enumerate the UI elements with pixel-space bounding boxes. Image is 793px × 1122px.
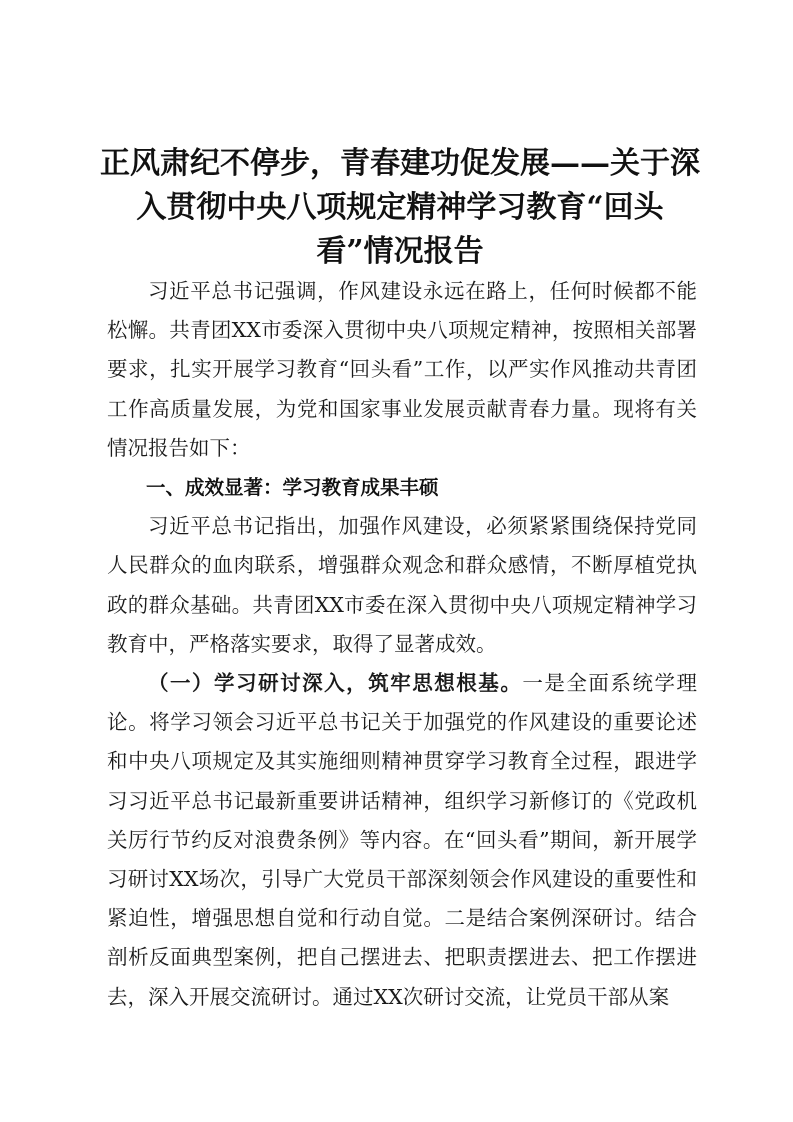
subsection-1-paragraph (107, 664, 697, 1017)
intro-paragraph: 习近平总书记强调，作风建设永远在路上，任何时候都不能松懈。共青团XX市委深入贯彻中央八项规定精神，按照相关部署要求，扎实开展学习教育“回头看”工作，以严实作风推动共青团工作高质量发展，为党和国家事业发展贡献青春力量。现将有关情况报告如下： (107, 279, 697, 460)
document-title: 正风肃纪不停步，青春建功促发展——关于深入贯彻中央八项规定精神学习教育“回头看”情况报告 (100, 146, 700, 269)
subsection-1-body: 一是全面系统学理论。将学习领会习近平总书记关于加强党的作风建设的重要论述和中央八项规定及其实施细则精神贯穿学习教育全过程，跟进学习习近平总书记最新重要讲话精神，组织学习新修订的《党政机关厉行节约反对浪费条例》等内容。在“回头看”期间，新开展学习研讨XX场次，引导广大党员干部深刻领会作风建设的重要性和紧迫性，增强思想自觉和行动自觉。二是结合案例深研讨。结合剖析反面典型案例，把自己摆进去、把职责摆进去、把工作摆进去，深入开展交流研讨。通过XX次研讨交流，让党员干部从案 (107, 671, 698, 1009)
document-body (107, 272, 697, 1017)
section-1-paragraph: 习近平总书记指出，加强作风建设，必须紧紧围绕保持党同人民群众的血肉联系，增强群众观念和群众感情，不断厚植党执政的群众基础。共青团XX市委在深入贯彻中央八项规定精神学习教育中，严格落实要求，取得了显著成效。 (107, 514, 697, 656)
section-heading-1: 一、成效显著：学习教育成果丰硕 (146, 476, 439, 500)
subsection-heading-1: （一）学习研讨深入，筑牢思想根基。 (148, 671, 523, 696)
